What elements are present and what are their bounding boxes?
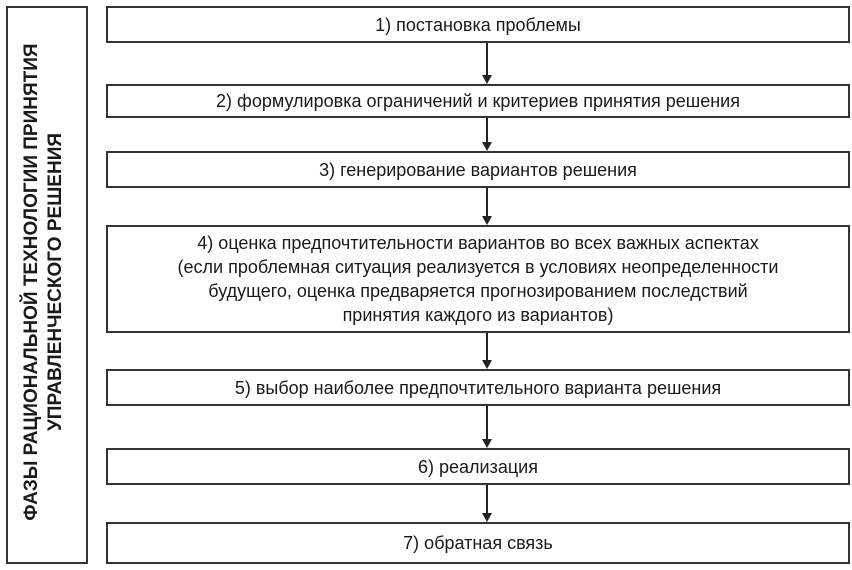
arrow-5-6-head [482, 439, 492, 448]
arrow-4-5-head [482, 360, 492, 369]
step-4-line-3: будущего, оценка предваряется прогнозированием последствий [208, 281, 748, 301]
arrow-6-7-head [482, 513, 492, 522]
step-6-text: 6) реализация [418, 456, 538, 477]
arrow-3-4-head [482, 216, 492, 225]
step-4-line-2: (если проблемная ситуация реализуется в условиях неопределенности [177, 257, 779, 277]
step-1-text: 1) постановка проблемы [375, 14, 581, 35]
arrow-4-5-line [486, 333, 488, 362]
step-3-text: 3) генерирование вариантов решения [319, 159, 637, 180]
step-5-text: 5) выбор наиболее предпочтительного варианта решения [234, 377, 722, 398]
step-4-line-4: принятия каждого из вариантов) [342, 305, 614, 325]
arrow-5-6-line [486, 406, 488, 441]
side-label-line-1: ФАЗЫ РАЦИОНАЛЬНОЙ ТЕХНОЛОГИИ ПРИНЯТИЯ [21, 43, 42, 521]
arrow-2-3-line [486, 118, 488, 144]
step-4-line-1: 4) оценка предпочтительности вариантов во всех важных аспектах [197, 233, 759, 253]
step-5-box [106, 369, 850, 406]
arrow-6-7-line [486, 485, 488, 515]
arrow-3-4-line [486, 188, 488, 218]
step-7-text: 7) обратная связь [403, 533, 553, 553]
step-3-box [106, 151, 850, 188]
arrow-2-3-head [482, 142, 492, 151]
arrow-1-2-head [482, 75, 492, 84]
phases-side-label [20, 12, 68, 552]
step-2-text: 2) формулировка ограничений и критериев принятия решения [216, 91, 740, 111]
step-4-box [106, 225, 850, 333]
step-2-box [106, 84, 850, 118]
step-6-box [106, 448, 850, 485]
step-7-box [106, 522, 850, 564]
arrow-1-2-line [486, 43, 488, 77]
step-1-box [106, 6, 850, 43]
side-label-line-2: УПРАВЛЕНЧЕСКОГО РЕШЕНИЯ [45, 132, 66, 432]
